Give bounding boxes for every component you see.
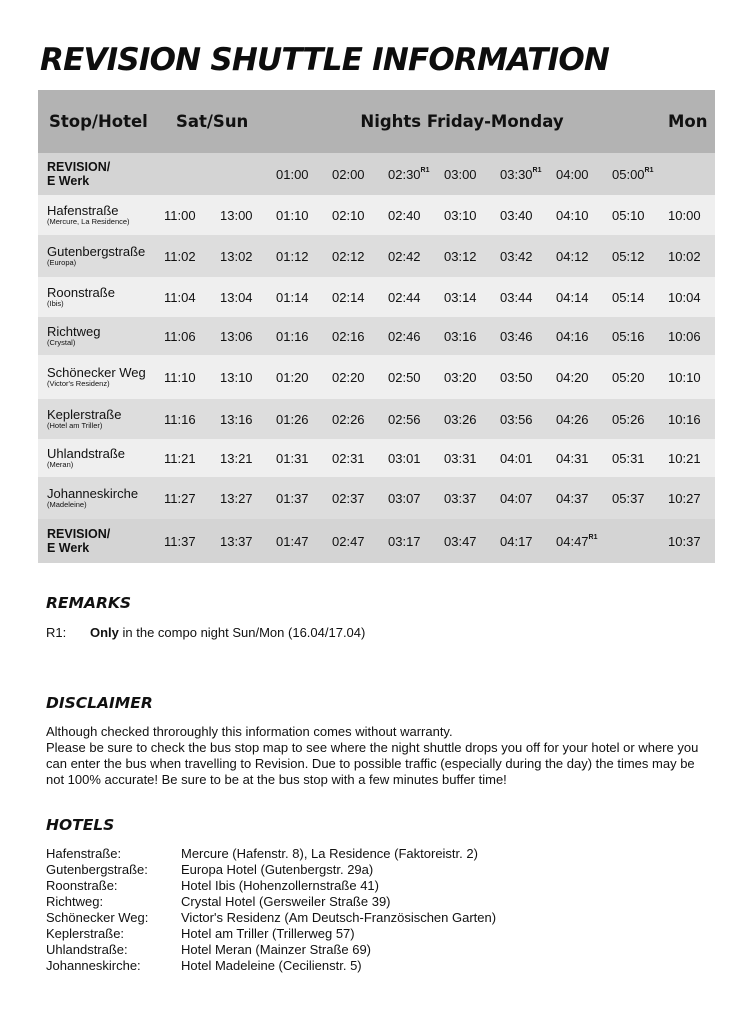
stop-hotel-note: (Meran) — [47, 459, 74, 469]
time-cell — [210, 399, 266, 439]
hotel-row — [46, 926, 496, 942]
departure-time: 13:21 — [220, 450, 253, 466]
disclaimer-line-2: Please be sure to check the bus stop map to see where the night shuttle drops you off for your hotel or where you can enter the bus when travelling to Revision. Due to possible traffic (especially during the day) the times may be not 100% accurate! Be sure to be at the bus stop with a few minutes buffer time! — [46, 740, 699, 787]
disclaimer-heading: DISCLAIMER — [46, 694, 153, 712]
time-cell — [322, 235, 378, 277]
departure-time: 10:10 — [668, 369, 701, 385]
time-cell — [154, 153, 210, 195]
stop-name: Gutenbergstraße — [47, 243, 146, 259]
time-cell — [210, 519, 266, 563]
time-cell — [322, 519, 378, 563]
stop-name: Uhlandstraße — [47, 445, 126, 461]
stop-cell — [38, 195, 154, 235]
time-cell — [210, 477, 266, 519]
departure-time: 03:31 — [444, 450, 477, 466]
shuttle-schedule-table — [38, 90, 715, 563]
time-cell — [434, 439, 490, 477]
stop-cell — [38, 355, 154, 399]
time-cell — [210, 317, 266, 355]
departure-time: 01:37 — [276, 490, 309, 506]
departure-time: 01:00 — [276, 166, 309, 182]
departure-time: 10:21 — [668, 450, 701, 466]
time-cell — [546, 277, 602, 317]
hotel-stop: Uhlandstraße: — [46, 942, 128, 957]
stop-cell — [38, 277, 154, 317]
time-cell — [434, 399, 490, 439]
time-cell — [546, 355, 602, 399]
departure-time: 03:46 — [500, 328, 533, 344]
disclaimer-line-1: Although checked throroughly this information comes without warranty. — [46, 724, 453, 739]
departure-time: 04:12 — [556, 248, 589, 264]
time-cell — [602, 317, 658, 355]
table-body — [38, 153, 715, 563]
stop-cell — [38, 399, 154, 439]
departure-time: 01:26 — [276, 411, 309, 427]
table-row — [38, 277, 715, 317]
departure-time: 02:40 — [388, 207, 421, 223]
remark-marker: R1 — [644, 167, 654, 175]
header-mon: Mon — [668, 112, 708, 131]
departure-time: 11:16 — [164, 411, 196, 427]
stop-hotel-note: (Madeleine) — [47, 499, 87, 509]
time-cell — [546, 235, 602, 277]
departure-time: 02:47 — [332, 533, 365, 549]
departure-time: 03:47 — [444, 533, 477, 549]
departure-time: 04:00 — [556, 166, 589, 182]
remark-code: R1: — [46, 625, 67, 640]
time-cell — [658, 235, 715, 277]
header-sat-sun: Sat/Sun — [176, 112, 249, 131]
departure-time: 11:27 — [164, 490, 196, 506]
departure-time: 02:37 — [332, 490, 365, 506]
departure-time: 03:10 — [444, 207, 477, 223]
hotel-row — [46, 910, 496, 926]
hotel-name: Hotel Meran (Mainzer Straße 69) — [181, 942, 372, 957]
time-cell — [490, 439, 546, 477]
departure-time: 03:16 — [444, 328, 477, 344]
stop-hotel-note: (Mercure, La Residence) — [47, 216, 130, 226]
time-cell — [322, 195, 378, 235]
departure-time: 04:10 — [556, 207, 589, 223]
hotel-stop: Keplerstraße: — [46, 926, 125, 941]
time-cell — [490, 519, 546, 563]
time-cell — [266, 399, 322, 439]
stop-name: Schönecker Weg — [47, 364, 146, 380]
departure-time: 01:16 — [276, 328, 309, 344]
departure-time: 01:12 — [276, 248, 309, 264]
departure-time: 10:00 — [668, 207, 701, 223]
stop-name: REVISION/ — [47, 160, 111, 174]
departure-time: 03:26 — [444, 411, 477, 427]
departure-time: 02:12 — [332, 248, 365, 264]
time-cell — [322, 439, 378, 477]
hotel-name: Hotel Madeleine (Cecilienstr. 5) — [181, 958, 362, 973]
table-row — [38, 235, 715, 277]
header-stop-hotel: Stop/Hotel — [49, 112, 148, 131]
remark-text: in the compo night Sun/Mon (16.04/17.04) — [118, 625, 366, 640]
time-cell — [378, 439, 434, 477]
departure-time: 05:20 — [612, 369, 645, 385]
hotel-stop: Richtweg: — [46, 894, 104, 909]
time-cell — [266, 153, 322, 195]
time-cell — [602, 399, 658, 439]
time-cell — [490, 277, 546, 317]
time-cell — [378, 317, 434, 355]
time-cell — [602, 355, 658, 399]
table-row — [38, 195, 715, 235]
time-cell — [154, 399, 210, 439]
remark-marker: R1 — [588, 534, 598, 542]
table-row — [38, 439, 715, 477]
time-cell — [378, 235, 434, 277]
hotel-stop: Johanneskirche: — [46, 958, 141, 973]
departure-time: 04:26 — [556, 411, 589, 427]
hotel-row — [46, 942, 496, 958]
time-cell — [546, 153, 602, 195]
stop-cell — [38, 477, 154, 519]
time-cell — [378, 153, 434, 195]
time-cell — [434, 355, 490, 399]
stop-name: Keplerstraße — [47, 406, 122, 422]
time-cell — [434, 153, 490, 195]
departure-time: 04:20 — [556, 369, 589, 385]
departure-time: 11:00 — [164, 207, 196, 223]
departure-time: 03:42 — [500, 248, 533, 264]
departure-time: 13:00 — [220, 207, 253, 223]
time-cell — [658, 355, 715, 399]
departure-time: 10:02 — [668, 248, 701, 264]
hotel-stop: Schönecker Weg: — [46, 910, 149, 925]
hotel-name: Victor's Residenz (Am Deutsch-Französischen Garten) — [181, 910, 497, 925]
time-cell — [602, 477, 658, 519]
stop-hotel-note: (Europa) — [47, 257, 77, 267]
departure-time: 03:07 — [388, 490, 421, 506]
hotel-name: Mercure (Hafenstr. 8), La Residence (Faktoreistr. 2) — [181, 846, 478, 861]
time-cell — [322, 355, 378, 399]
remarks-heading: REMARKS — [46, 594, 132, 612]
table-row — [38, 399, 715, 439]
time-cell — [378, 355, 434, 399]
time-cell — [266, 195, 322, 235]
time-cell — [658, 317, 715, 355]
header-nights: Nights Friday-Monday — [360, 112, 564, 131]
departure-time: 02:14 — [332, 289, 365, 305]
time-cell — [322, 477, 378, 519]
time-cell — [602, 153, 658, 195]
time-cell — [266, 317, 322, 355]
departure-time: 11:21 — [164, 450, 196, 466]
departure-time: 03:50 — [500, 369, 533, 385]
hotel-name: Hotel Ibis (Hohenzollernstraße 41) — [181, 878, 379, 893]
departure-time: 11:02 — [164, 248, 196, 264]
hotel-stop: Roonstraße: — [46, 878, 118, 893]
departure-time: 13:37 — [220, 533, 253, 549]
stop-hotel-note: (Hotel am Triller) — [47, 420, 103, 430]
departure-time: 03:00 — [444, 166, 477, 182]
time-cell — [210, 235, 266, 277]
stop-hotel-note: (Victor's Residenz) — [47, 378, 110, 388]
remark-marker: R1 — [420, 167, 430, 175]
stop-hotel-note: (Ibis) — [47, 298, 64, 308]
time-cell — [154, 355, 210, 399]
departure-time: 01:10 — [276, 207, 309, 223]
departure-time: 02:44 — [388, 289, 421, 305]
departure-time: 03:20 — [444, 369, 477, 385]
time-cell — [602, 235, 658, 277]
time-cell — [546, 399, 602, 439]
departure-time: 11:04 — [164, 289, 196, 305]
departure-time: 13:06 — [220, 328, 253, 344]
time-cell — [434, 195, 490, 235]
departure-time: 05:14 — [612, 289, 645, 305]
departure-time: 03:44 — [500, 289, 533, 305]
time-cell — [210, 439, 266, 477]
time-cell — [490, 317, 546, 355]
time-cell — [154, 317, 210, 355]
departure-time: 10:27 — [668, 490, 701, 506]
hotel-stop: Hafenstraße: — [46, 846, 122, 861]
departure-time: 02:16 — [332, 328, 365, 344]
table-row — [38, 317, 715, 355]
departure-time: 10:37 — [668, 533, 701, 549]
departure-time: 02:46 — [388, 328, 421, 344]
departure-time: 04:14 — [556, 289, 589, 305]
departure-time: 03:40 — [500, 207, 533, 223]
departure-time: 10:04 — [668, 289, 701, 305]
time-cell — [154, 235, 210, 277]
departure-time: 03:01 — [388, 450, 421, 466]
time-cell — [546, 477, 602, 519]
departure-time: 02:30 — [388, 166, 421, 182]
remark-r1 — [46, 625, 365, 640]
departure-time: 01:20 — [276, 369, 309, 385]
time-cell — [154, 277, 210, 317]
time-cell — [378, 399, 434, 439]
departure-time: 05:37 — [612, 490, 645, 506]
time-cell — [658, 195, 715, 235]
departure-time: 03:17 — [388, 533, 421, 549]
time-cell — [322, 317, 378, 355]
stop-cell — [38, 519, 154, 563]
departure-time: 10:06 — [668, 328, 701, 344]
departure-time: 05:16 — [612, 328, 645, 344]
departure-time: 02:31 — [332, 450, 365, 466]
stop-name-line2: E Werk — [47, 541, 90, 555]
departure-time: 13:27 — [220, 490, 253, 506]
departure-time: 04:07 — [500, 490, 533, 506]
time-cell — [378, 277, 434, 317]
departure-time: 05:12 — [612, 248, 645, 264]
time-cell — [154, 519, 210, 563]
time-cell — [602, 519, 658, 563]
departure-time: 13:02 — [220, 248, 253, 264]
stop-cell — [38, 317, 154, 355]
departure-time: 05:00 — [612, 166, 645, 182]
departure-time: 05:31 — [612, 450, 645, 466]
time-cell — [434, 519, 490, 563]
time-cell — [378, 195, 434, 235]
departure-time: 02:10 — [332, 207, 365, 223]
stop-cell — [38, 235, 154, 277]
hotel-row — [46, 862, 496, 878]
table-row — [38, 153, 715, 195]
remark-emphasis: Only — [90, 625, 119, 640]
time-cell — [266, 235, 322, 277]
time-cell — [658, 519, 715, 563]
departure-time: 13:04 — [220, 289, 253, 305]
stop-name: Johanneskirche — [47, 485, 139, 501]
time-cell — [266, 277, 322, 317]
hotels-list — [46, 846, 496, 974]
departure-time: 02:42 — [388, 248, 421, 264]
time-cell — [154, 477, 210, 519]
time-cell — [658, 477, 715, 519]
departure-time: 04:47 — [556, 533, 589, 549]
departure-time: 04:16 — [556, 328, 589, 344]
time-cell — [490, 399, 546, 439]
time-cell — [434, 277, 490, 317]
departure-time: 02:26 — [332, 411, 365, 427]
time-cell — [490, 195, 546, 235]
departure-time: 03:56 — [500, 411, 533, 427]
stop-name: REVISION/ — [47, 527, 111, 541]
departure-time: 02:50 — [388, 369, 421, 385]
hotel-name: Europa Hotel (Gutenbergstr. 29a) — [181, 862, 374, 877]
time-cell — [266, 355, 322, 399]
time-cell — [210, 355, 266, 399]
stop-name: Roonstraße — [47, 284, 115, 300]
departure-time: 13:16 — [220, 411, 253, 427]
departure-time: 03:12 — [444, 248, 477, 264]
hotel-row — [46, 846, 496, 862]
departure-time: 03:37 — [444, 490, 477, 506]
time-cell — [546, 519, 602, 563]
hotels-heading: HOTELS — [46, 816, 115, 834]
time-cell — [546, 317, 602, 355]
departure-time: 01:14 — [276, 289, 309, 305]
time-cell — [602, 195, 658, 235]
time-cell — [658, 277, 715, 317]
page-title: REVISION SHUTTLE INFORMATION — [40, 42, 610, 78]
time-cell — [154, 439, 210, 477]
departure-time: 05:10 — [612, 207, 645, 223]
time-cell — [322, 277, 378, 317]
hotel-stop: Gutenbergstraße: — [46, 862, 148, 877]
hotel-row — [46, 958, 496, 974]
departure-time: 11:06 — [164, 328, 196, 344]
stop-name-line2: E Werk — [47, 174, 90, 188]
time-cell — [658, 439, 715, 477]
time-cell — [210, 277, 266, 317]
departure-time: 04:31 — [556, 450, 589, 466]
remark-marker: R1 — [532, 167, 542, 175]
hotel-row — [46, 878, 496, 894]
departure-time: 10:16 — [668, 411, 701, 427]
departure-time: 03:30 — [500, 166, 533, 182]
table-header-row — [38, 90, 715, 153]
time-cell — [490, 355, 546, 399]
table-row — [38, 477, 715, 519]
hotel-row — [46, 894, 496, 910]
hotel-name: Crystal Hotel (Gersweiler Straße 39) — [181, 894, 391, 909]
disclaimer-text — [46, 724, 716, 788]
stop-name: Hafenstraße — [47, 202, 119, 218]
stop-hotel-note: (Crystal) — [47, 337, 76, 347]
stop-name: Richtweg — [47, 323, 101, 339]
departure-time: 02:20 — [332, 369, 365, 385]
time-cell — [210, 153, 266, 195]
time-cell — [490, 477, 546, 519]
departure-time: 02:56 — [388, 411, 421, 427]
time-cell — [602, 439, 658, 477]
hotel-name: Hotel am Triller (Trillerweg 57) — [181, 926, 355, 941]
departure-time: 05:26 — [612, 411, 645, 427]
time-cell — [378, 519, 434, 563]
time-cell — [658, 399, 715, 439]
stop-cell — [38, 439, 154, 477]
departure-time: 11:10 — [164, 369, 196, 385]
departure-time: 13:10 — [220, 369, 253, 385]
time-cell — [434, 235, 490, 277]
time-cell — [490, 235, 546, 277]
departure-time: 04:37 — [556, 490, 589, 506]
time-cell — [266, 439, 322, 477]
time-cell — [266, 477, 322, 519]
time-cell — [434, 317, 490, 355]
time-cell — [490, 153, 546, 195]
time-cell — [322, 399, 378, 439]
time-cell — [546, 439, 602, 477]
time-cell — [210, 195, 266, 235]
time-cell — [658, 153, 715, 195]
departure-time: 04:01 — [500, 450, 533, 466]
time-cell — [602, 277, 658, 317]
time-cell — [154, 195, 210, 235]
departure-time: 03:14 — [444, 289, 477, 305]
time-cell — [322, 153, 378, 195]
stop-cell — [38, 153, 154, 195]
time-cell — [378, 477, 434, 519]
time-cell — [546, 195, 602, 235]
time-cell — [434, 477, 490, 519]
table-row — [38, 519, 715, 563]
departure-time: 11:37 — [164, 533, 196, 549]
table-row — [38, 355, 715, 399]
departure-time: 01:47 — [276, 533, 309, 549]
departure-time: 04:17 — [500, 533, 533, 549]
departure-time: 01:31 — [276, 450, 309, 466]
time-cell — [266, 519, 322, 563]
departure-time: 02:00 — [332, 166, 365, 182]
